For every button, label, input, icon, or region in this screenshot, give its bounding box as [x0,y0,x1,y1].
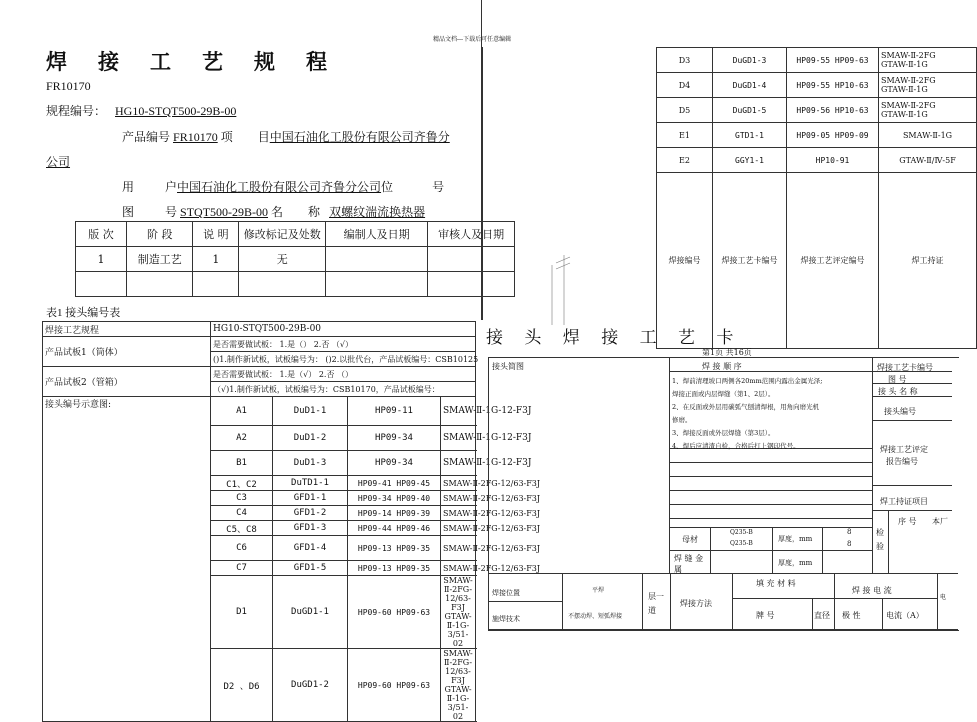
joint-continued-table [656,47,977,349]
step-1: 1、焊前清理坡口两侧各20mm范围内露出金属光泽; [672,377,823,385]
table-cell: HP09-34 [348,451,441,476]
card-line [670,573,671,629]
rev-cell: 制造工艺 [127,247,193,272]
name-label1: 名 [271,205,284,219]
table-cell: GFD1-5 [273,561,348,576]
sequence-steps [672,375,822,453]
pos-label2: 号 [432,180,445,194]
table-cell: 焊接工艺规程 [43,322,211,337]
card-line [872,383,952,384]
card-line [669,504,872,505]
table-cell: B1 [211,451,273,476]
table-cell: SMAW-Ⅱ-2FG-12/63-F3J GTAW-Ⅱ-1G-3/51-02 [441,576,476,649]
table-row [657,148,977,173]
table-cell: 是否需要做试板： 1.是（） 2.否 （√） [211,337,476,352]
table-cell: C4 [211,506,273,521]
table-cell: HP09-11 [348,397,441,426]
table-cell: SMAW-Ⅱ-1G-12-F3J [441,451,476,476]
title-char: 艺 [202,49,225,74]
rev-cell: 无 [239,247,326,272]
table-cell: HP09-14 HP09-39 [348,506,441,521]
card-line [669,490,872,491]
table-cell: SMAW-Ⅱ-2FG-12/63-F3J [441,476,476,491]
table-cell: A2 [211,426,273,451]
table-row [43,322,476,337]
table-cell: SMAW-Ⅱ-2FG-12/63-F3J [441,536,476,561]
pqr-label: 焊接工艺评定 [880,445,928,454]
table-cell: D5 [657,98,713,123]
pos-label1: 位 [381,180,394,194]
card-page: 第1页 共16页 [702,348,752,357]
right-top-panel [481,0,956,320]
rev-cell: 1 [76,247,127,272]
filler-label: 填 充 材 料 [756,579,796,588]
table-row [43,337,476,352]
diagram-label: 接头简图 [492,362,524,371]
table-cell: GFD1-4 [273,536,348,561]
company-tail: 公司 [46,155,71,169]
table-cell: SMAW-Ⅱ-1G-12-F3J [441,397,476,426]
table-cell: 产品试板1（筒体） [43,337,211,367]
rev-cell [326,247,428,272]
thickness-label-2: 厚度，mm [778,559,813,567]
table-cell: HP09-34 [348,426,441,451]
seq-no-label: 序 号 [898,517,917,526]
rev-header: 说 明 [193,222,239,247]
table-cell: DuTD1-1 [273,476,348,491]
table-cell: DuGD1-2 [273,649,348,722]
table-cell: D4 [657,73,713,98]
rev-header: 阶 段 [127,222,193,247]
table-cell: HP09-55 HP10-63 [787,73,879,98]
card-line [669,371,872,372]
table-cell: HG10-STQT500-29B-00 [211,322,476,337]
table-cell: （√)1.制作新试板，试板编号为：CSB10170，产品试板编号： [211,382,476,397]
table-cell: D2 、D6 [211,649,273,722]
drawing-label1: 图 [122,205,135,219]
product-row [122,128,450,145]
table-cell: GFD1-2 [273,506,348,521]
rev-header: 修改标记及处数 [239,222,326,247]
table-cell: C5、C8 [211,521,273,536]
table-cell: HP09-55 HP09-63 [787,48,879,73]
table-cell: HP09-60 HP09-63 [348,576,441,649]
card-line [732,598,937,599]
drawing-label2: 号 [165,205,178,219]
table-row [657,98,977,123]
card-line [732,573,733,629]
step-3: 3、焊接反面或外层焊缝（第3层）。 [672,429,775,437]
table-cell-text: GTAW-Ⅱ-1G [881,110,928,119]
table-cell: DuGD1-3 [713,48,787,73]
card-line [834,573,835,629]
title-char: 规 [254,49,277,74]
weld-card [482,320,950,672]
table-header: 焊接工艺卡编号 [713,173,787,349]
table-cell: HP10-91 [787,148,879,173]
user-label2: 户 [165,180,178,194]
table-cell: SMAW-Ⅱ-2FG-12/63-F3J [441,561,476,576]
table-border [482,47,483,320]
card-line [872,357,873,573]
card-line [642,573,643,629]
card-line [710,527,711,573]
table-cell: DuD1-2 [273,426,348,451]
card-line [812,598,813,629]
position-label: 焊接位置 [492,589,520,597]
table-cell: 是否需要做试板： 1.是（√） 2.否 （） [211,367,476,382]
diameter-label: 直径 [814,611,830,620]
table-cell-text: GTAW-Ⅱ-1G [881,60,928,69]
table-cell [879,73,977,98]
item-label: 项 [220,130,233,144]
table-cell: A1 [211,397,273,426]
item-mu: 目 [257,130,270,144]
drawing-no: STQT500-29B-00 [180,205,269,219]
pqr-label-2: 报告编号 [886,457,918,466]
card-line [669,527,872,528]
table-cell: GFD1-1 [273,491,348,506]
tech-value: 不摆动焊、短弧焊接 [568,613,623,620]
base-metal-2: Q235-B [730,540,753,547]
grade-label: 牌 号 [756,611,775,620]
table-cell-text: SMAW-Ⅱ-2FG [881,76,936,85]
step-2b: 修磨。 [672,416,692,424]
table-cell: GFD1-3 [273,521,348,536]
table-cell: DuGD1-4 [713,73,787,98]
table-cell: E2 [657,148,713,173]
table-row [43,397,476,426]
title-char: 接 [98,49,121,74]
revision-table [75,221,515,297]
inspect-label: 检 验 [876,528,884,551]
card-line [669,518,872,519]
card-line [888,510,889,573]
table-cell: E1 [657,123,713,148]
table-header: 焊接编号 [657,173,713,349]
spec-row [46,102,236,119]
table-header: 焊工持证 [879,173,977,349]
table-cell: HP09-41 HP09-45 [348,476,441,491]
spec-label: 规程编号： [46,104,107,118]
table-cell: HP09-44 HP09-46 [348,521,441,536]
table-cell: D1 [211,576,273,649]
table-cell: C1、C2 [211,476,273,491]
table-cell: SMAW-Ⅱ-1G-12-F3J [441,426,476,451]
title-char: 工 [150,49,173,74]
name-value: 双螺纹湍流换热器 [329,205,426,219]
table-cell: C7 [211,561,273,576]
amps-label: 电流（A） [886,611,924,620]
table-cell: HP09-34 HP09-40 [348,491,441,506]
table1-caption: 表1 接头编号表 [46,307,121,319]
doc-code: FR10170 [46,79,91,93]
card-line [669,476,872,477]
sequence-label: 焊 接 顺 序 [702,362,742,371]
table-cell: D3 [657,48,713,73]
table-cell: SMAW-Ⅱ-1G [879,123,977,148]
table-cell: HP09-56 HP10-63 [787,98,879,123]
table-cell [879,48,977,73]
rev-cell [193,272,239,297]
table-cell: DuGD1-5 [713,98,787,123]
title-char: 焊 [46,49,69,74]
thickness-2: 8 [847,540,852,548]
header-note: 精品文档---下载后可任意编辑 [433,36,512,43]
card-line [882,598,883,629]
rev-header: 版 次 [76,222,127,247]
rev-header: 编制人及日期 [326,222,428,247]
card-no-label: 焊接工艺卡编号 [877,363,933,372]
tech-label: 施焊技术 [492,615,520,623]
rev-cell [326,272,428,297]
joint-name-label: 接 头 名 称 [878,387,918,396]
thickness-1: 8 [847,528,852,536]
table-cell: ()1.制作新试板，试板编号为： ()2.以批代台，产品试板编号：CSB10125 [211,352,476,367]
table-row [76,247,515,272]
rev-cell [127,272,193,297]
step-1b: 焊接正面或内层焊缝（第1、2层）。 [672,390,775,398]
card-line [872,485,952,486]
table-cell: DuD1-3 [273,451,348,476]
weld-metal-label: 焊 缝 金 属 [674,554,704,574]
card-line [937,573,938,629]
name-label2: 称 [308,205,321,219]
table-cell-text: SMAW-Ⅱ-2FG [881,51,936,60]
rev-cell: 1 [193,247,239,272]
layer-label: 层一道 [648,592,664,615]
card-line [488,601,562,602]
item-value: 中国石油化工股份有限公司齐鲁分 [269,130,450,144]
table-row [76,222,515,247]
step-2: 2、在反面或外层用碳弧气刨清焊根，用角向磨光机 [672,403,820,411]
card-line [872,420,952,421]
card-line [669,462,872,463]
position-value: 平焊 [592,587,605,594]
card-line [669,550,872,551]
table-cell: 产品试板2（管箱） [43,367,211,397]
spec-no: HG10-STQT500-29B-00 [115,104,237,118]
product-no: FR10170 [173,130,218,144]
current-label: 焊 接 电 流 [852,586,892,595]
table-cell: C6 [211,536,273,561]
table-cell: HP09-13 HP09-35 [348,561,441,576]
table-cell: HP09-60 HP09-63 [348,649,441,722]
table-cell: 接头编号示意图: [43,397,211,722]
volt-label: 电 [940,594,947,601]
title-char: 程 [306,49,329,74]
rev-cell [76,272,127,297]
table-cell: HP09-13 HP09-35 [348,536,441,561]
table-row [657,123,977,148]
rev-cell [239,272,326,297]
polarity-label: 极 性 [842,611,861,620]
method-label: 焊接方法 [680,599,712,608]
user-value: 中国石油化工股份有限公司齐鲁分公司 [177,180,382,194]
rev-header: 审核人及日期 [428,222,515,247]
card-line [562,573,563,629]
table-cell: SMAW-Ⅱ-2FG-12/63-F3J [441,521,476,536]
table-cell [879,98,977,123]
base-metal-1: Q235-B [730,529,753,536]
card-line [872,510,952,511]
table-cell-text: SMAW-Ⅱ-2FG [881,101,936,110]
joint-no-label: 接头编号 [884,407,916,416]
card-line [772,527,773,573]
table-cell: SMAW-Ⅱ-2FG-12/63-F3J [441,491,476,506]
card-line [822,527,823,573]
table-header: 焊接工艺评定编号 [787,173,879,349]
table-cell: DuGD1-1 [273,576,348,649]
table-row [76,272,515,297]
drawing-label: 图 号 [888,375,907,384]
user-row [122,178,444,195]
doc-title [46,46,358,76]
table-cell: SMAW-Ⅱ-2FG-12/63-F3J GTAW-Ⅱ-1G-3/51-02 [441,649,476,722]
this-factory-label: 本厂 [932,517,948,526]
user-label1: 用 [122,180,135,194]
card-title: 接 头 焊 接 工 艺 卡 [486,328,742,348]
welder-label: 焊工持证项目 [880,497,928,506]
table-cell: GTAW-Ⅱ/Ⅳ-5F [879,148,977,173]
table-cell: DuD1-1 [273,397,348,426]
card-line [669,357,670,573]
table-row [657,73,977,98]
product-no-label: 产品编号 [122,130,171,144]
table-cell: C3 [211,491,273,506]
table-cell-text: GTAW-Ⅱ-1G [881,85,928,94]
drawing-row [122,203,425,220]
step-4: 4、焊后应清渣自检，合格后打上钢印代号。 [672,442,800,450]
table-row [43,367,476,382]
table-cell: GGY1-1 [713,148,787,173]
table-cell: HP09-05 HP09-09 [787,123,879,148]
table-cell: GTD1-1 [713,123,787,148]
table-row [657,48,977,73]
thickness-label: 厚度，mm [778,535,813,543]
base-metal-label: 母材 [682,535,698,544]
table-cell: SMAW-Ⅱ-2FG-12/63-F3J [441,506,476,521]
sketch-drawing [542,255,592,325]
